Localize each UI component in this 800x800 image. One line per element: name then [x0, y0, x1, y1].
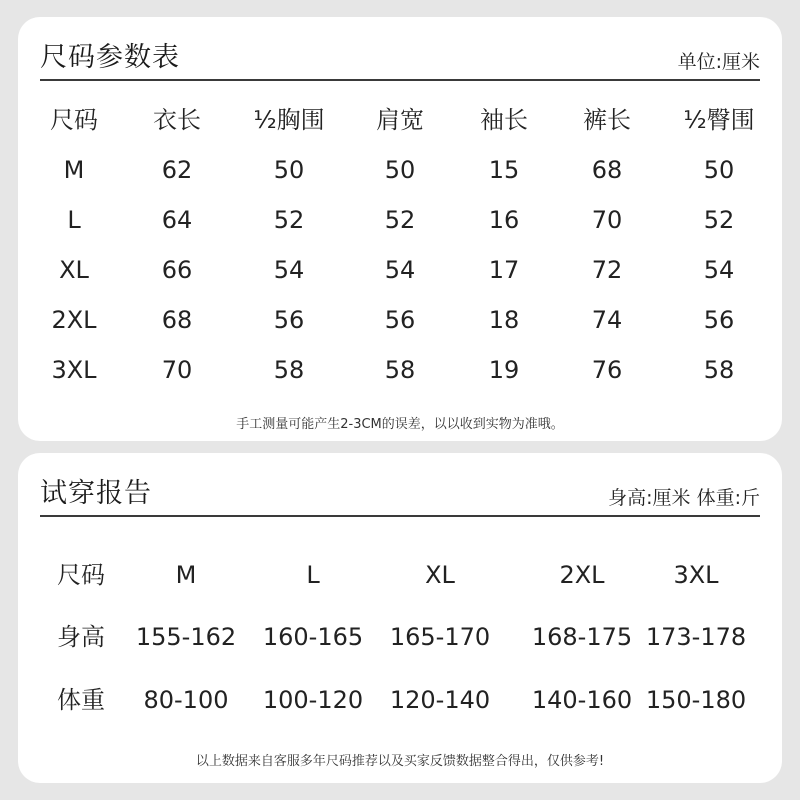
size-table-cell: 16: [488, 206, 520, 234]
size-table-cell: 52: [384, 206, 416, 234]
fit-report-note: 以上数据来自客服多年尺码推荐以及买家反馈数据整合得出，仅供参考!: [195, 754, 605, 769]
size-chart-note: 手工测量可能产生2-3CM的误差，以以收到实物为准哦。: [236, 417, 564, 432]
size-table-cell: 66: [161, 256, 193, 284]
fit-table-cell: 2XL: [559, 561, 605, 589]
size-table-cell: 3XL: [51, 356, 97, 384]
fit-table-row-label: 身高: [57, 623, 105, 651]
size-table-cell: 76: [591, 356, 623, 384]
size-table-cell: 64: [161, 206, 193, 234]
size-table-row: [18, 300, 782, 340]
size-table-cell: M: [63, 156, 85, 184]
size-table-cell: 56: [384, 306, 416, 334]
fit-table-cell: XL: [425, 561, 455, 589]
fit-table-cell: 168-175: [531, 623, 633, 651]
size-table-cell: 62: [161, 156, 193, 184]
fit-table-cell: 160-165: [262, 623, 364, 651]
size-table-cell: 18: [488, 306, 520, 334]
size-table-cell: 58: [384, 356, 416, 384]
fit-table-cell: 140-160: [531, 686, 633, 714]
size-table-cell: 74: [591, 306, 623, 334]
fit-report-title: 试穿报告: [40, 478, 152, 509]
size-table-cell: 68: [591, 156, 623, 184]
size-table-cell: 56: [703, 306, 735, 334]
fit-table-cell: 173-178: [645, 623, 747, 651]
size-table-row: [18, 250, 782, 290]
fit-table-row: [18, 680, 782, 720]
size-chart-card: [18, 17, 782, 441]
size-chart-title: 尺码参数表: [40, 42, 180, 73]
size-table-cell: XL: [59, 256, 89, 284]
size-table-header-cell: 衣长: [153, 106, 201, 134]
size-table-cell: 2XL: [51, 306, 97, 334]
size-table-cell: 50: [384, 156, 416, 184]
size-table-cell: 52: [273, 206, 305, 234]
fit-table-row: [18, 617, 782, 657]
size-table-cell: 56: [273, 306, 305, 334]
fit-report-unit: 身高:厘米 体重:斤: [608, 487, 760, 509]
size-table-cell: 72: [591, 256, 623, 284]
size-table-row: [18, 150, 782, 190]
size-table-cell: 54: [273, 256, 305, 284]
size-table-cell: 50: [703, 156, 735, 184]
size-table-cell: 19: [488, 356, 520, 384]
size-table-cell: 70: [591, 206, 623, 234]
size-table-header-cell: 袖长: [480, 106, 528, 134]
size-table-header-cell: ½胸围: [253, 106, 325, 134]
size-table-cell: 52: [703, 206, 735, 234]
fit-table-row-label: 尺码: [57, 561, 105, 589]
size-table-cell: 58: [273, 356, 305, 384]
fit-table-row-label: 体重: [57, 686, 105, 714]
fit-report-header: [40, 471, 760, 517]
fit-table-cell: 165-170: [389, 623, 491, 651]
size-table-cell: 68: [161, 306, 193, 334]
fit-table-cell: L: [306, 561, 320, 589]
fit-table-cell: 150-180: [645, 686, 747, 714]
size-table-row: [18, 200, 782, 240]
size-table-cell: 54: [703, 256, 735, 284]
size-table-cell: 17: [488, 256, 520, 284]
size-table-header-cell: 肩宽: [376, 106, 424, 134]
size-chart-unit: 单位:厘米: [677, 51, 760, 73]
size-table-cell: 50: [273, 156, 305, 184]
fit-table-cell: 3XL: [673, 561, 719, 589]
size-table-cell: 54: [384, 256, 416, 284]
size-chart-header: [40, 35, 760, 81]
fit-report-card: [18, 453, 782, 783]
size-table-cell: 70: [161, 356, 193, 384]
fit-table-cell: M: [175, 561, 197, 589]
size-table-cell: L: [67, 206, 81, 234]
fit-table-row: [18, 555, 782, 595]
size-table-header-row: [18, 100, 782, 140]
fit-table-cell: 120-140: [389, 686, 491, 714]
fit-table-cell: 80-100: [143, 686, 229, 714]
size-table-row: [18, 350, 782, 390]
size-table-header-cell: ½臀围: [683, 106, 755, 134]
size-table-header-cell: 尺码: [50, 106, 98, 134]
size-table-cell: 58: [703, 356, 735, 384]
size-table-header-cell: 裤长: [583, 106, 631, 134]
fit-table-cell: 155-162: [135, 623, 237, 651]
fit-table-cell: 100-120: [262, 686, 364, 714]
size-table-cell: 15: [488, 156, 520, 184]
